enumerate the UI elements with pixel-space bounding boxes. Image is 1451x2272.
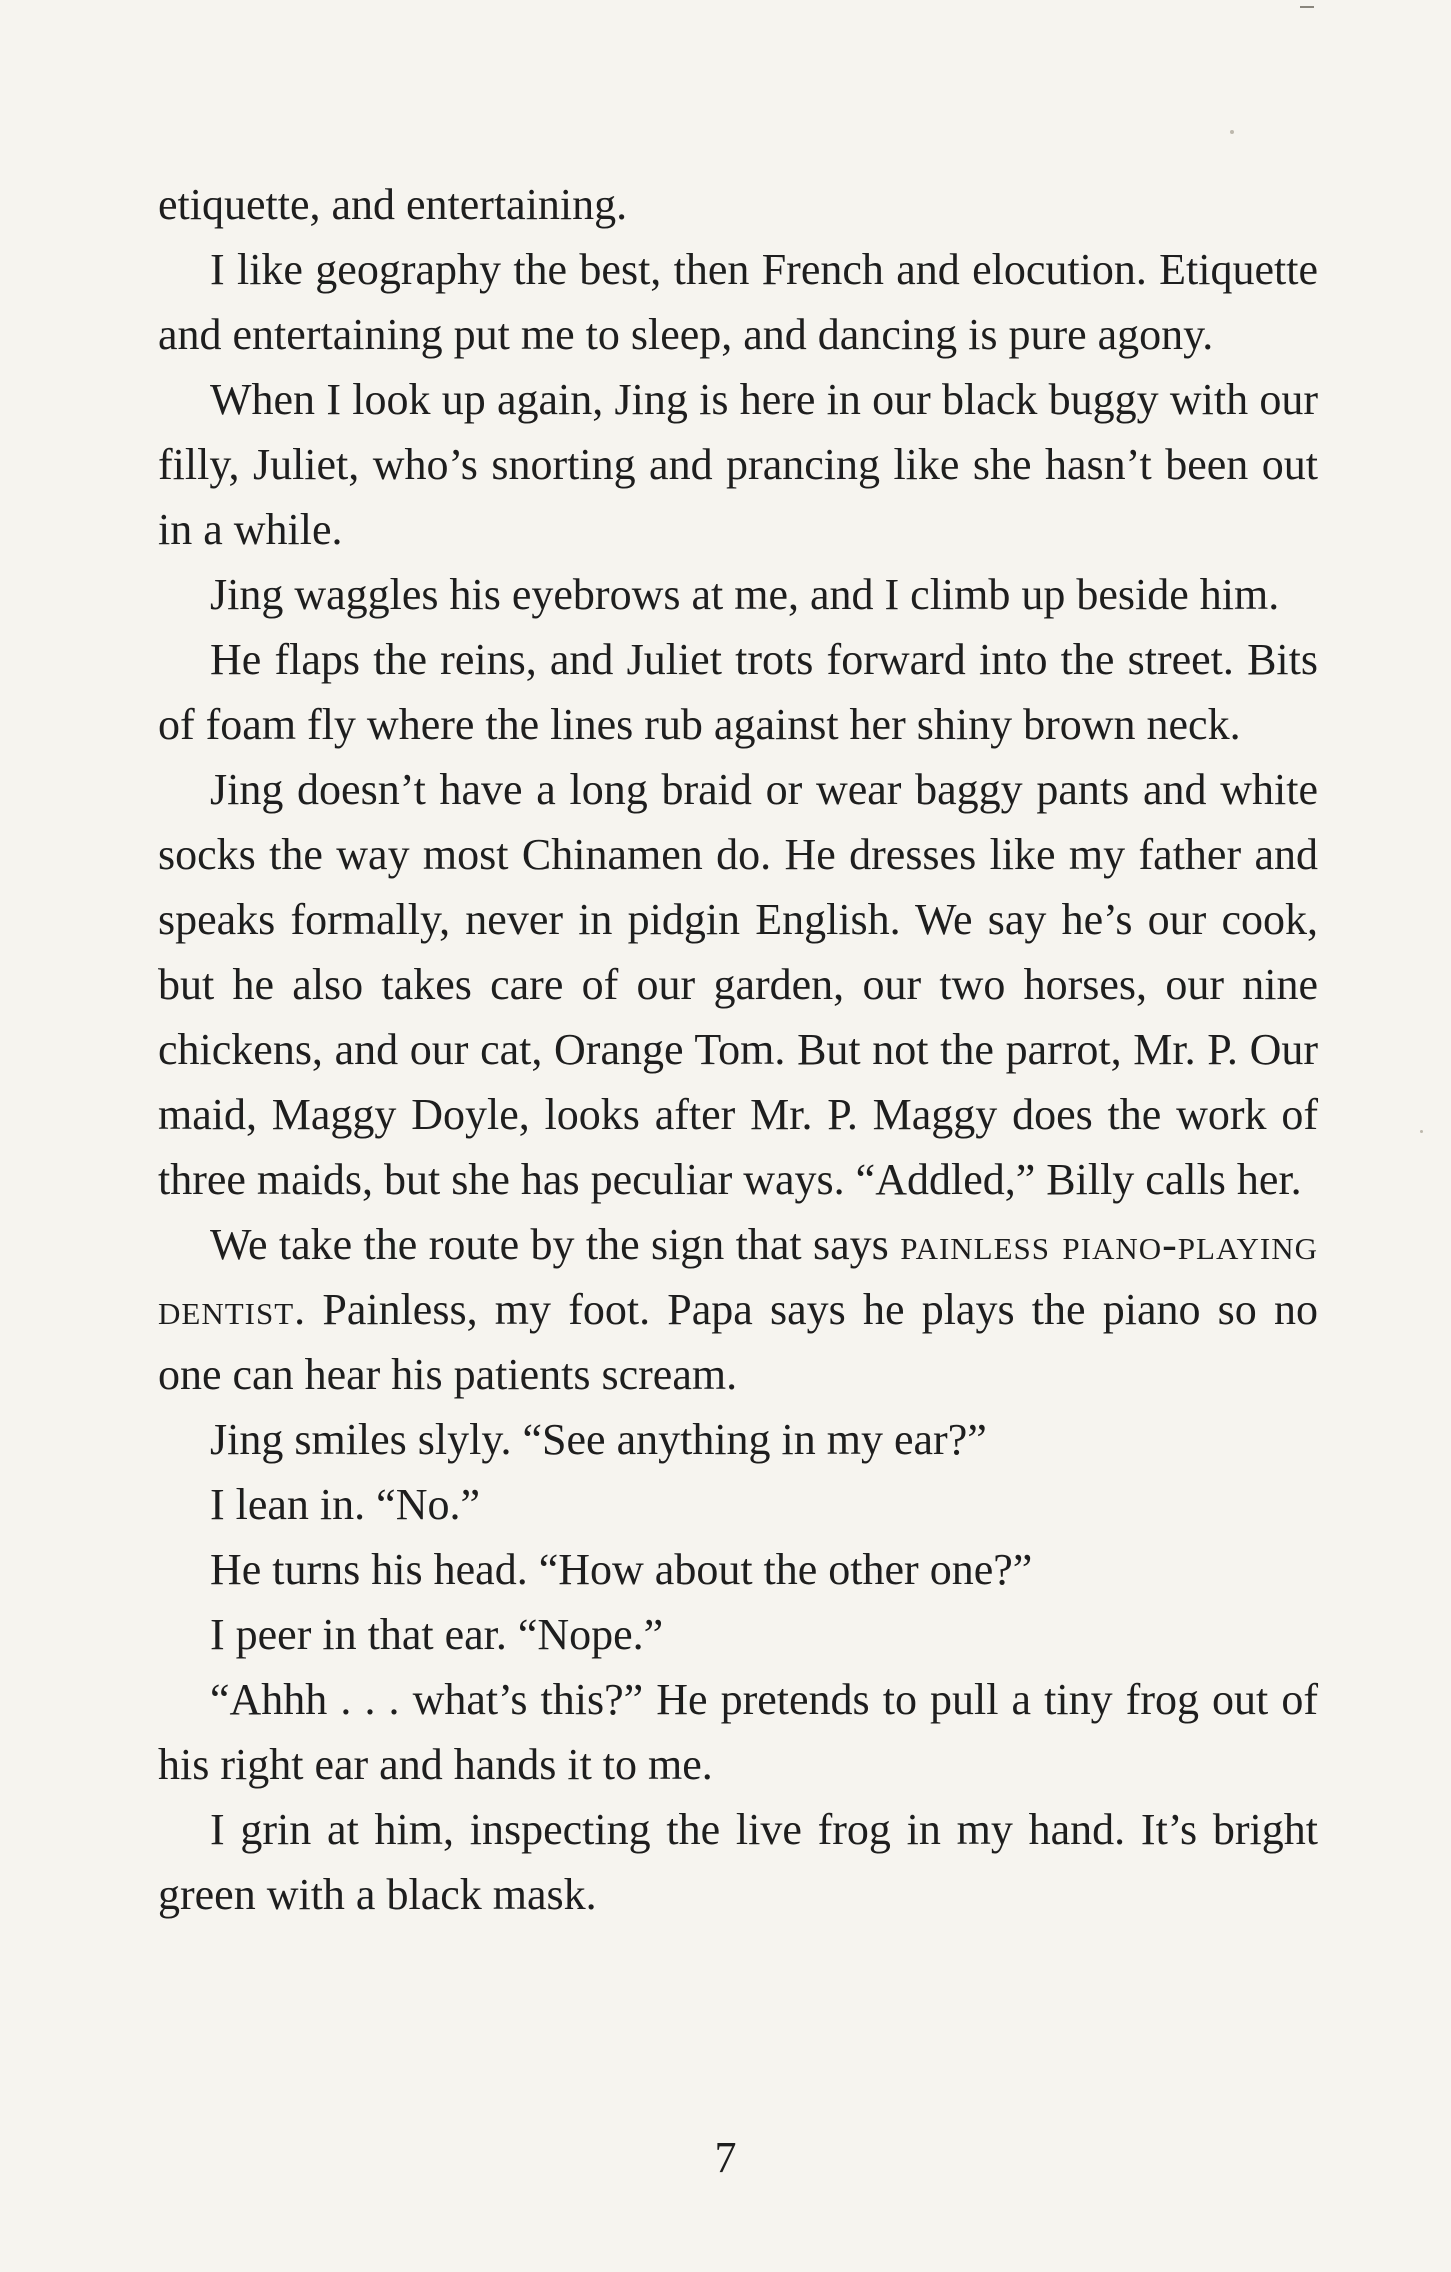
paragraph-7-rest: . Painless, my foot. Papa says he plays the piano so no one can hear his patients scream. bbox=[158, 1285, 1318, 1399]
paragraph-7 bbox=[158, 1212, 1318, 1407]
paragraph-5: He flaps the reins, and Juliet trots forward into the street. Bits of foam fly where the lines rub against her shiny brown neck. bbox=[158, 635, 1318, 749]
scan-edge-mark bbox=[1300, 6, 1314, 8]
paragraph-4: Jing waggles his eyebrows at me, and I climb up beside him. bbox=[210, 570, 1280, 619]
paragraph-8: Jing smiles slyly. “See anything in my ear?” bbox=[210, 1415, 987, 1464]
dentist-sign-text: painless piano-playing dentist bbox=[158, 1220, 1318, 1334]
paragraph-3: When I look up again, Jing is here in our black buggy with our filly, Juliet, who’s snorting and prancing like she hasn’t been out in a while. bbox=[158, 375, 1318, 554]
paragraph-6: Jing doesn’t have a long braid or wear baggy pants and white socks the way most Chinamen do. He dresses like my father and speaks formally, never in pidgin English. We say he’s our cook, but he also takes care of our garden, our two horses, our nine chickens, and our cat, Orange Tom. But not the parrot, Mr. P. Our maid, Maggy Doyle, looks after Mr. P. Maggy does the work of three maids, but she has peculiar ways. “Addled,” Billy calls her. bbox=[158, 765, 1318, 1204]
paragraph-12: “Ahhh . . . what’s this?” He pretends to pull a tiny frog out of his right ear and hands it to me. bbox=[158, 1675, 1318, 1789]
paragraph-11: I peer in that ear. “Nope.” bbox=[210, 1610, 664, 1659]
paragraph-13: I grin at him, inspecting the live frog in my hand. It’s bright green with a black mask. bbox=[158, 1805, 1318, 1919]
scan-speck bbox=[1230, 130, 1234, 134]
page-number: 7 bbox=[714, 2133, 737, 2182]
paragraph-10: He turns his head. “How about the other one?” bbox=[210, 1545, 1033, 1594]
scan-speck bbox=[1420, 1130, 1423, 1133]
paragraph-7-lead: We take the route by the sign that says bbox=[210, 1220, 901, 1269]
paragraph-9: I lean in. “No.” bbox=[210, 1480, 480, 1529]
paragraph-2: I like geography the best, then French and elocution. Etiquette and entertaining put me to sleep, and dancing is pure agony. bbox=[158, 245, 1318, 359]
page-body bbox=[158, 172, 1318, 1927]
paragraph-1: etiquette, and entertaining. bbox=[158, 180, 628, 229]
